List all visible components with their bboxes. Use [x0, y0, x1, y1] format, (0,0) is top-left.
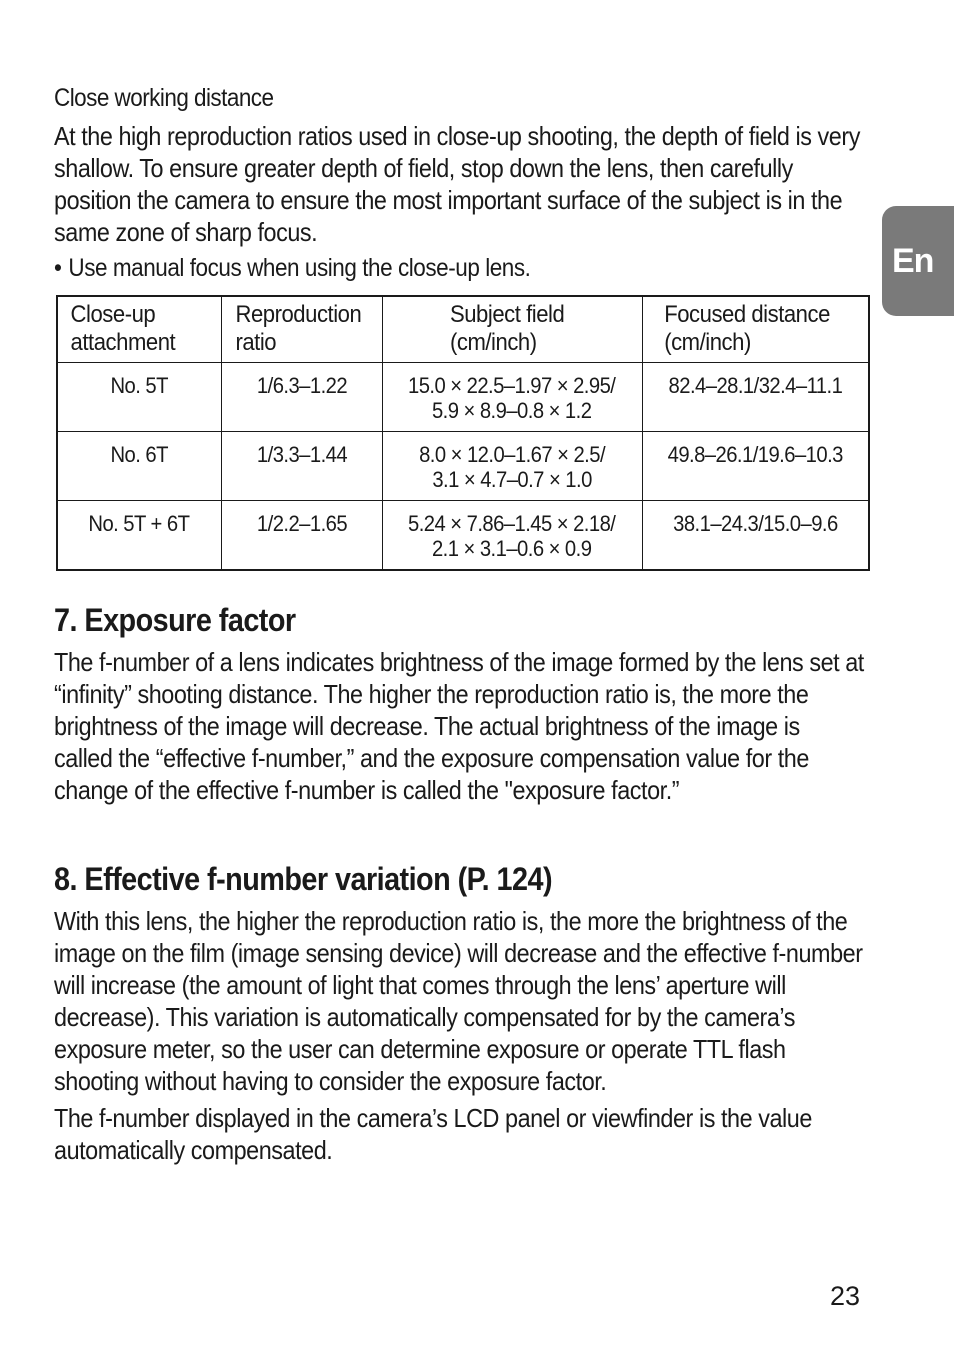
header-focused-distance: Focused distance (cm/inch) [642, 296, 869, 362]
manual-focus-bullet [54, 254, 530, 283]
close-working-subheading: Close working distance [54, 84, 274, 112]
closeup-spec-table [56, 295, 870, 571]
cell-attachment: No. 5T [57, 362, 221, 431]
language-tab [882, 206, 954, 316]
page-number: 23 [830, 1281, 861, 1311]
header-attachment: Close-up attachment [57, 296, 221, 362]
language-tab-label: En [892, 242, 934, 280]
cell-attachment: No. 5T + 6T [57, 501, 221, 570]
cell-ratio: 1/6.3–1.22 [221, 362, 382, 431]
table-header-row [57, 296, 869, 362]
section7-paragraph: The f-number of a lens indicates brightness of the image formed by the lens set at “infinity” shooting distance. The higher the reproduction ratio is, the more the brightness of the image will decrease. The actual brightness of the image is called the “effective f-number,” and the exposure compensation value for the change of the effective f-number is called the "exposure factor.” [54, 647, 864, 805]
cell-subject-field: 15.0 × 22.5–1.97 × 2.95/ 5.9 × 8.9–0.8 × 1.2 [382, 362, 642, 431]
cell-focused-distance: 82.4–28.1/32.4–11.1 [642, 362, 869, 431]
header-ratio: Reproduction ratio [221, 296, 382, 362]
table-row [57, 501, 869, 570]
section7-heading: 7. Exposure factor [54, 602, 296, 638]
cell-subject-field: 5.24 × 7.86–1.45 × 2.18/ 2.1 × 3.1–0.6 × 0.9 [382, 501, 642, 570]
section8-paragraph-2: The f-number displayed in the camera’s LCD panel or viewfinder is the value automatically compensated. [54, 1103, 812, 1165]
table-row [57, 431, 869, 500]
section8-heading: 8. Effective f-number variation (P. 124) [54, 861, 553, 897]
close-working-paragraph: At the high reproduction ratios used in close-up shooting, the depth of field is very shallow. To ensure greater depth of field, stop down the lens, then carefully position the camera to ensure the most important surface of the subject is in the same zone of sharp focus. [54, 121, 860, 247]
section8-paragraph-1: With this lens, the higher the reproduction ratio is, the more the brightness of the image on the film (image sensing device) will decrease and the effective f-number will increase (the amount of light that comes through the lens’ aperture will decrease). This variation is automatically compensated for by the camera’s exposure meter, so the user can determine exposure or operate TTL flash shooting without having to consider the exposure factor. [54, 906, 863, 1096]
cell-focused-distance: 38.1–24.3/15.0–9.6 [642, 501, 869, 570]
cell-ratio: 1/2.2–1.65 [221, 501, 382, 570]
cell-focused-distance: 49.8–26.1/19.6–10.3 [642, 431, 869, 500]
cell-attachment: No. 6T [57, 431, 221, 500]
bullet-text: Use manual focus when using the close-up lens. [68, 254, 531, 282]
header-subject-field: Subject field (cm/inch) [382, 296, 642, 362]
cell-ratio: 1/3.3–1.44 [221, 431, 382, 500]
table-row [57, 362, 869, 431]
cell-subject-field: 8.0 × 12.0–1.67 × 2.5/ 3.1 × 4.7–0.7 × 1.0 [382, 431, 642, 500]
bullet-dot: • [54, 254, 62, 282]
